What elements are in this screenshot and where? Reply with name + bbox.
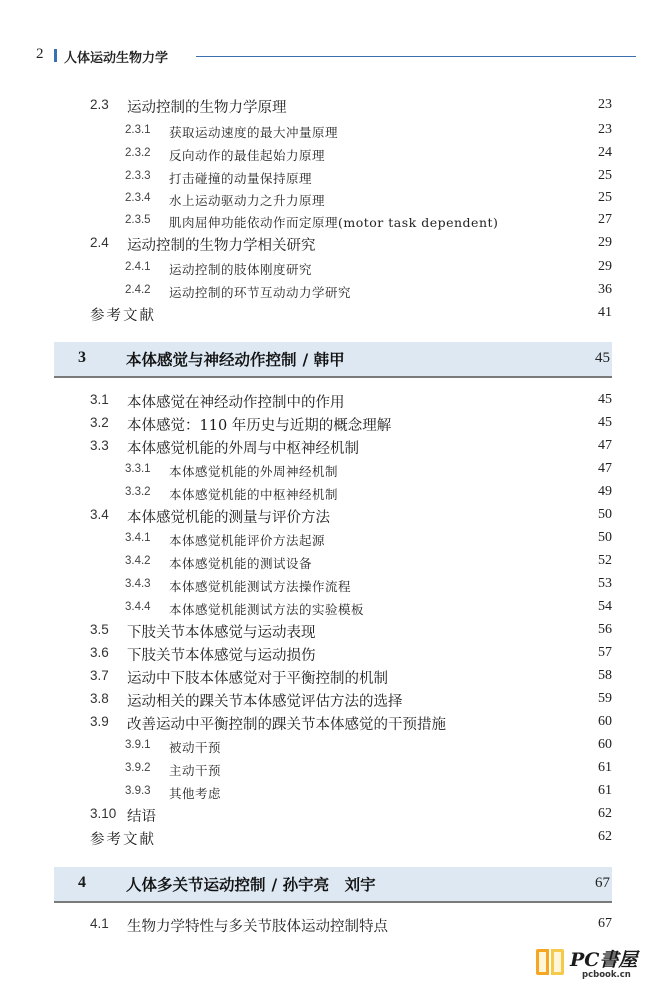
toc-section[interactable] bbox=[0, 392, 666, 412]
book-title: 人体运动生物力学 bbox=[64, 51, 169, 66]
toc-page: 29 bbox=[598, 259, 612, 274]
toc-number: 3.4.1 bbox=[125, 532, 151, 544]
chapter-author: / 孙宇亮 刘宇 bbox=[271, 875, 376, 894]
header-rule bbox=[196, 56, 636, 57]
toc-title: 下肢关节本体感觉与运动损伤 bbox=[127, 648, 316, 664]
toc-number: 3.7 bbox=[90, 668, 109, 683]
toc-subsection[interactable] bbox=[0, 484, 666, 504]
toc-subsection[interactable] bbox=[0, 737, 666, 757]
book-logo-icon bbox=[536, 949, 564, 975]
toc-number: 2.4.2 bbox=[125, 284, 151, 296]
toc-section[interactable] bbox=[0, 645, 666, 665]
toc-page: 50 bbox=[598, 530, 612, 545]
toc-title: 本体感觉机能的测量与评价方法 bbox=[127, 510, 330, 526]
toc-number: 3.6 bbox=[90, 645, 109, 660]
toc-title: 获取运动速度的最大冲量原理 bbox=[169, 125, 339, 140]
chapter-title bbox=[126, 873, 376, 895]
toc-section[interactable] bbox=[0, 415, 666, 435]
watermark-site-name: PC書屋 bbox=[570, 949, 638, 971]
toc-number: 3.9 bbox=[90, 714, 109, 729]
toc-title: 本体感觉：110 年历史与近期的概念理解 bbox=[127, 418, 392, 434]
toc-number: 2.4 bbox=[90, 235, 109, 250]
toc-page: 61 bbox=[598, 783, 612, 798]
toc-number: 3.5 bbox=[90, 622, 109, 637]
page-number: 2 bbox=[36, 46, 44, 62]
toc-page: 23 bbox=[598, 97, 612, 112]
toc-title: 本体感觉机能的外周神经机制 bbox=[169, 464, 339, 479]
toc-page: 60 bbox=[598, 737, 612, 752]
toc-number: 3.9.3 bbox=[125, 785, 151, 797]
toc-number: 3.9.1 bbox=[125, 739, 151, 751]
toc-page: 56 bbox=[598, 622, 612, 637]
toc-section[interactable] bbox=[0, 714, 666, 734]
toc-section[interactable] bbox=[0, 622, 666, 642]
toc-number: 3.9.2 bbox=[125, 762, 151, 774]
toc-section[interactable] bbox=[0, 507, 666, 527]
toc-title: 主动干预 bbox=[169, 763, 222, 778]
toc-subsection[interactable] bbox=[0, 760, 666, 780]
toc-section[interactable] bbox=[0, 97, 666, 117]
toc-subsection[interactable] bbox=[0, 530, 666, 550]
chapter-title-text: 本体感觉与神经动作控制 bbox=[126, 351, 297, 369]
toc-page: 47 bbox=[598, 461, 612, 476]
toc-title: 生物力学特性与多关节肢体运动控制特点 bbox=[127, 919, 388, 935]
chapter-rule bbox=[54, 376, 612, 378]
toc-title: 水上运动驱动力之升力原理 bbox=[169, 193, 326, 208]
toc-page: 23 bbox=[598, 122, 612, 137]
toc-title: 运动控制的肢体刚度研究 bbox=[169, 262, 313, 277]
toc-number: 4.1 bbox=[90, 916, 109, 931]
toc-page: 67 bbox=[598, 916, 612, 931]
chapter-author: / 韩甲 bbox=[302, 350, 345, 369]
toc-references[interactable] bbox=[0, 829, 666, 849]
toc-subsection[interactable] bbox=[0, 282, 666, 302]
toc-section[interactable] bbox=[0, 691, 666, 711]
toc-page: 47 bbox=[598, 438, 612, 453]
toc-title: 本体感觉机能的测试设备 bbox=[169, 556, 313, 571]
toc-subsection[interactable] bbox=[0, 212, 666, 232]
toc-title: 参考文献 bbox=[90, 308, 156, 324]
toc-number: 2.3 bbox=[90, 97, 109, 112]
chapter-page: 67 bbox=[595, 875, 610, 891]
toc-title: 本体感觉机能评价方法起源 bbox=[169, 533, 326, 548]
toc-section[interactable] bbox=[0, 438, 666, 458]
toc-page: 27 bbox=[598, 212, 612, 227]
chapter-title-text: 人体多关节运动控制 bbox=[126, 876, 266, 894]
toc-section[interactable] bbox=[0, 916, 666, 936]
toc-title: 肌肉屈伸功能依动作而定原理(motor task dependent) bbox=[169, 215, 499, 230]
watermark-url: pcbook.cn bbox=[582, 970, 631, 980]
running-header bbox=[36, 46, 636, 70]
toc-title: 下肢关节本体感觉与运动表现 bbox=[127, 625, 316, 641]
toc-title: 运动中下肢本体感觉对于平衡控制的机制 bbox=[127, 671, 388, 687]
toc-number: 3.4 bbox=[90, 507, 109, 522]
toc-subsection[interactable] bbox=[0, 168, 666, 188]
toc-number: 3.3 bbox=[90, 438, 109, 453]
toc-number: 3.8 bbox=[90, 691, 109, 706]
toc-title: 其他考虑 bbox=[169, 786, 222, 801]
toc-title: 运动控制的生物力学相关研究 bbox=[127, 238, 316, 254]
toc-page: 24 bbox=[598, 145, 612, 160]
toc-number: 3.1 bbox=[90, 392, 109, 407]
toc-title: 运动控制的生物力学原理 bbox=[127, 100, 287, 116]
toc-number: 3.3.2 bbox=[125, 486, 151, 498]
toc-title: 运动相关的踝关节本体感觉评估方法的选择 bbox=[127, 694, 403, 710]
toc-number: 3.2 bbox=[90, 415, 109, 430]
toc-page: 36 bbox=[598, 282, 612, 297]
toc-section[interactable] bbox=[0, 806, 666, 826]
toc-page: 25 bbox=[598, 168, 612, 183]
toc-page: 50 bbox=[598, 507, 612, 522]
toc-page: 45 bbox=[598, 392, 612, 407]
toc-title: 本体感觉机能的外周与中枢神经机制 bbox=[127, 441, 359, 457]
toc-references[interactable] bbox=[0, 305, 666, 325]
toc-page: 53 bbox=[598, 576, 612, 591]
toc-page: 62 bbox=[598, 829, 612, 844]
toc-title: 本体感觉机能测试方法操作流程 bbox=[169, 579, 352, 594]
toc-number: 3.4.2 bbox=[125, 555, 151, 567]
chapter-number: 3 bbox=[78, 349, 86, 366]
toc-page: 57 bbox=[598, 645, 612, 660]
chapter-heading[interactable] bbox=[54, 342, 612, 376]
toc-subsection[interactable] bbox=[0, 783, 666, 803]
toc-number: 3.10 bbox=[90, 806, 117, 821]
toc-page: 45 bbox=[598, 415, 612, 430]
toc-page: 52 bbox=[598, 553, 612, 568]
toc-subsection[interactable] bbox=[0, 145, 666, 165]
site-watermark bbox=[536, 945, 652, 985]
toc-number: 2.3.1 bbox=[125, 124, 151, 136]
toc-page: 61 bbox=[598, 760, 612, 775]
toc-title: 本体感觉机能测试方法的实验模板 bbox=[169, 602, 365, 617]
chapter-title bbox=[126, 348, 345, 370]
toc-number: 3.4.3 bbox=[125, 578, 151, 590]
toc-page: 41 bbox=[598, 305, 612, 320]
toc-subsection[interactable] bbox=[0, 576, 666, 596]
toc-subsection[interactable] bbox=[0, 190, 666, 210]
toc-page: 60 bbox=[598, 714, 612, 729]
toc-number: 2.3.5 bbox=[125, 214, 151, 226]
toc-title: 本体感觉机能的中枢神经机制 bbox=[169, 487, 339, 502]
toc-title: 运动控制的环节互动动力学研究 bbox=[169, 285, 352, 300]
toc-title: 本体感觉在神经动作控制中的作用 bbox=[127, 395, 345, 411]
toc-page: 29 bbox=[598, 235, 612, 250]
toc-page: 25 bbox=[598, 190, 612, 205]
toc-subsection[interactable] bbox=[0, 553, 666, 573]
chapter-number: 4 bbox=[78, 874, 86, 891]
toc-subsection[interactable] bbox=[0, 259, 666, 279]
toc-page: 49 bbox=[598, 484, 612, 499]
header-divider-bar bbox=[54, 49, 57, 62]
toc-title: 结语 bbox=[127, 809, 156, 825]
toc-title: 被动干预 bbox=[169, 740, 222, 755]
toc-title: 反向动作的最佳起始力原理 bbox=[169, 148, 326, 163]
toc-page: 58 bbox=[598, 668, 612, 683]
toc-section[interactable] bbox=[0, 668, 666, 688]
toc-title: 参考文献 bbox=[90, 832, 156, 848]
toc-number: 2.4.1 bbox=[125, 261, 151, 273]
toc-subsection[interactable] bbox=[0, 461, 666, 481]
toc-number: 2.3.2 bbox=[125, 147, 151, 159]
toc-number: 2.3.3 bbox=[125, 170, 151, 182]
toc-page: 62 bbox=[598, 806, 612, 821]
toc-subsection[interactable] bbox=[0, 122, 666, 142]
toc-number: 3.4.4 bbox=[125, 601, 151, 613]
toc-section[interactable] bbox=[0, 235, 666, 255]
toc-page: 54 bbox=[598, 599, 612, 614]
toc-subsection[interactable] bbox=[0, 599, 666, 619]
toc-page: 59 bbox=[598, 691, 612, 706]
toc-number: 3.3.1 bbox=[125, 463, 151, 475]
toc-title: 改善运动中平衡控制的踝关节本体感觉的干预措施 bbox=[127, 717, 446, 733]
chapter-heading[interactable] bbox=[54, 867, 612, 901]
toc-number: 2.3.4 bbox=[125, 192, 151, 204]
chapter-page: 45 bbox=[595, 350, 610, 366]
chapter-rule bbox=[54, 901, 612, 903]
toc-title: 打击碰撞的动量保持原理 bbox=[169, 171, 313, 186]
